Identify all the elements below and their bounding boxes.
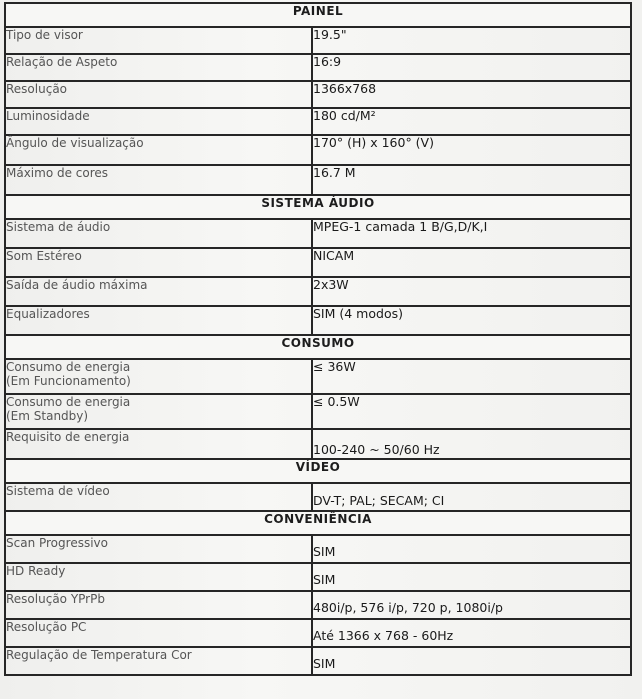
row-label: Máximo de cores bbox=[5, 165, 312, 195]
row-value: 1366x768 bbox=[312, 81, 631, 108]
row-label: Resolução PC bbox=[5, 619, 312, 647]
row-label: HD Ready bbox=[5, 563, 312, 591]
table-row bbox=[5, 27, 631, 54]
row-label bbox=[5, 359, 312, 394]
row-value: 16:9 bbox=[312, 54, 631, 81]
row-label: Tipo de visor bbox=[5, 27, 312, 54]
section-header-row bbox=[5, 335, 631, 359]
row-label: Scan Progressivo bbox=[5, 535, 312, 563]
row-value: 480i/p, 576 i/p, 720 p, 1080i/p bbox=[312, 591, 631, 619]
row-value: SIM bbox=[312, 535, 631, 563]
table-row bbox=[5, 248, 631, 277]
row-label bbox=[5, 394, 312, 429]
table-row bbox=[5, 619, 631, 647]
table-row bbox=[5, 591, 631, 619]
row-value: DV-T; PAL; SECAM; CI bbox=[312, 483, 631, 511]
section-title-painel: PAINEL bbox=[5, 3, 631, 27]
row-label: Relação de Aspeto bbox=[5, 54, 312, 81]
row-label: Resolução bbox=[5, 81, 312, 108]
table-row bbox=[5, 135, 631, 165]
table-row bbox=[5, 647, 631, 675]
section-header-row bbox=[5, 195, 631, 219]
row-value: 100-240 ~ 50/60 Hz bbox=[312, 429, 631, 459]
row-label: Resolução YPrPb bbox=[5, 591, 312, 619]
table-row bbox=[5, 108, 631, 135]
table-row bbox=[5, 306, 631, 335]
row-value: 170° (H) x 160° (V) bbox=[312, 135, 631, 165]
section-title-conveniencia: CONVENIÊNCIA bbox=[5, 511, 631, 535]
row-value: 16.7 M bbox=[312, 165, 631, 195]
row-label: Sistema de vídeo bbox=[5, 483, 312, 511]
row-label: Som Estéreo bbox=[5, 248, 312, 277]
row-value: SIM bbox=[312, 563, 631, 591]
table-row bbox=[5, 54, 631, 81]
row-label: Luminosidade bbox=[5, 108, 312, 135]
table-row bbox=[5, 535, 631, 563]
section-header-row bbox=[5, 3, 631, 27]
specifications-table bbox=[4, 2, 632, 676]
row-value: ≤ 0.5W bbox=[312, 394, 631, 429]
section-header-row bbox=[5, 511, 631, 535]
row-value: 19.5" bbox=[312, 27, 631, 54]
row-label: Saída de áudio máxima bbox=[5, 277, 312, 306]
table-row bbox=[5, 483, 631, 511]
table-row bbox=[5, 219, 631, 248]
table-row bbox=[5, 394, 631, 429]
row-label: Sistema de áudio bbox=[5, 219, 312, 248]
section-title-sistema-audio: SISTEMA ÁUDIO bbox=[5, 195, 631, 219]
section-title-consumo: CONSUMO bbox=[5, 335, 631, 359]
row-label: Requisito de energia bbox=[5, 429, 312, 459]
row-label-line1: Consumo de energia bbox=[6, 395, 131, 409]
row-value: SIM bbox=[312, 647, 631, 675]
row-label-line1: Consumo de energia bbox=[6, 360, 131, 374]
row-value: NICAM bbox=[312, 248, 631, 277]
row-label-line2: (Em Funcionamento) bbox=[6, 374, 131, 388]
row-value: 2x3W bbox=[312, 277, 631, 306]
row-label: Ângulo de visualização bbox=[5, 135, 312, 165]
table-row bbox=[5, 277, 631, 306]
table-row bbox=[5, 563, 631, 591]
row-label: Equalizadores bbox=[5, 306, 312, 335]
table-row bbox=[5, 81, 631, 108]
row-label-line2: (Em Standby) bbox=[6, 409, 89, 423]
row-value: SIM (4 modos) bbox=[312, 306, 631, 335]
row-value: ≤ 36W bbox=[312, 359, 631, 394]
section-header-row bbox=[5, 459, 631, 483]
row-value: Até 1366 x 768 - 60Hz bbox=[312, 619, 631, 647]
row-value: 180 cd/M² bbox=[312, 108, 631, 135]
section-title-video: VÍDEO bbox=[5, 459, 631, 483]
table-row bbox=[5, 359, 631, 394]
row-label: Regulação de Temperatura Cor bbox=[5, 647, 312, 675]
row-value: MPEG-1 camada 1 B/G,D/K,I bbox=[312, 219, 631, 248]
table-row bbox=[5, 429, 631, 459]
table-row bbox=[5, 165, 631, 195]
